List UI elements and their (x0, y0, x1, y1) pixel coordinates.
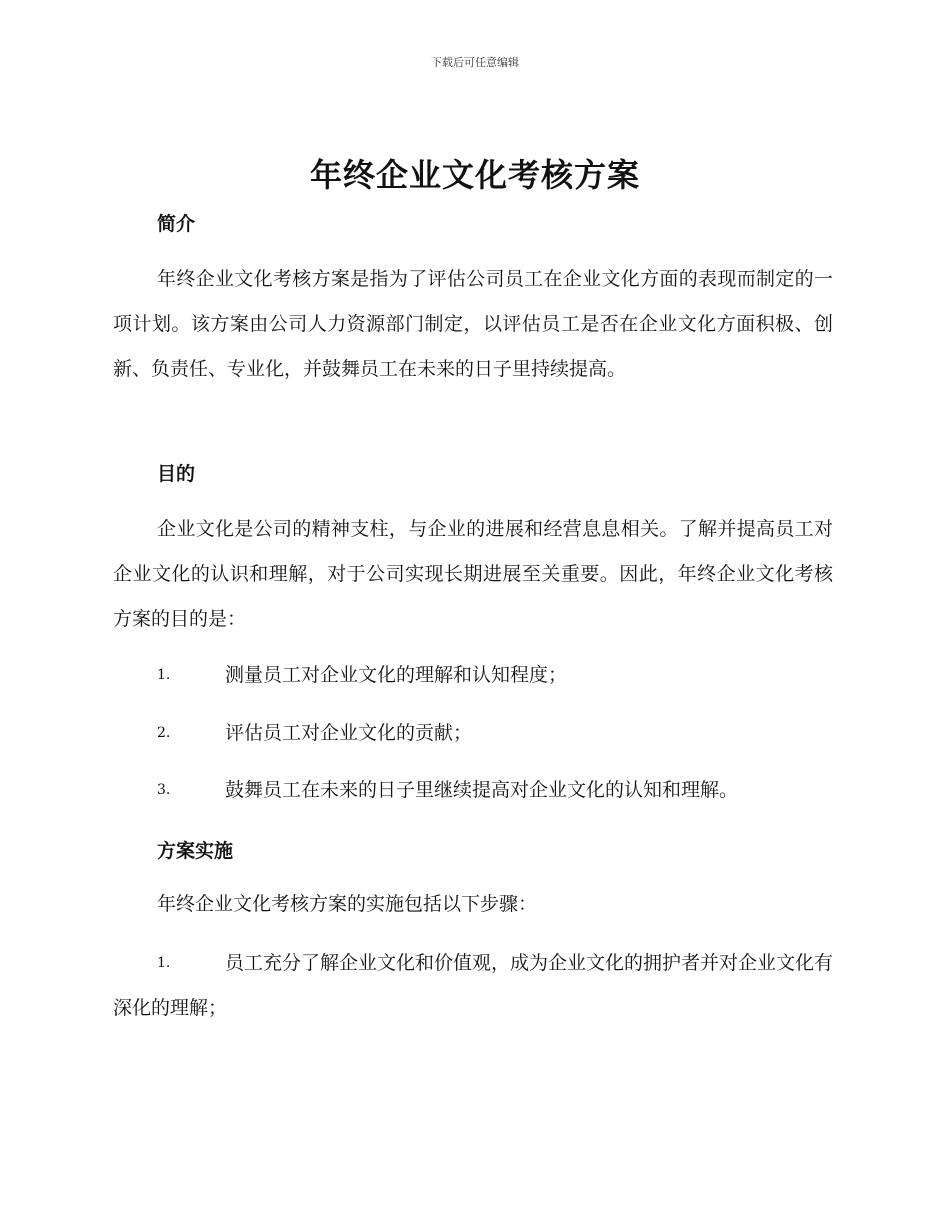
section-heading-purpose: 目的 (157, 463, 196, 485)
document-title: 年终企业文化考核方案 (309, 156, 640, 194)
list-item (113, 711, 833, 756)
section-heading-intro: 简介 (157, 213, 196, 235)
section-heading-implementation: 方案实施 (157, 840, 234, 862)
list-item-number: 3. (157, 782, 171, 798)
paragraph-intro: 年终企业文化考核方案是指为了评估公司员工在企业文化方面的表现而制定的一项计划。该方案由公司人力资源部门制定，以评估员工是否在企业文化方面积极、创新、负责任、专业化，并鼓舞员工在未来的日子里持续提高。 (113, 268, 833, 380)
list-item-number: 2. (157, 725, 171, 741)
list-item-number: 1. (157, 667, 171, 683)
paragraph-implementation: 年终企业文化考核方案的实施包括以下步骤： (157, 893, 538, 915)
list-item-number: 1. (157, 955, 171, 971)
paragraph-purpose: 企业文化是公司的精神支柱，与企业的进展和经营息息相关。了解并提高员工对企业文化的认识和理解，对于公司实现长期进展至关重要。因此，年终企业文化考核方案的目的是： (113, 518, 833, 630)
page-header: 下载后可任意编辑 (431, 56, 519, 69)
list-item (113, 941, 833, 1031)
list-item-text: 评估员工对企业文化的贡献； (225, 722, 473, 744)
list-item (113, 653, 833, 698)
list-item-text: 鼓舞员工在未来的日子里继续提高对企业文化的认知和理解。 (225, 779, 739, 801)
list-item-text: 测量员工对企业文化的理解和认知程度； (225, 664, 568, 686)
list-item (113, 768, 833, 813)
list-item-text: 员工充分了解企业文化和价值观，成为企业文化的拥护者并对企业文化有深化的理解； (113, 952, 834, 1019)
